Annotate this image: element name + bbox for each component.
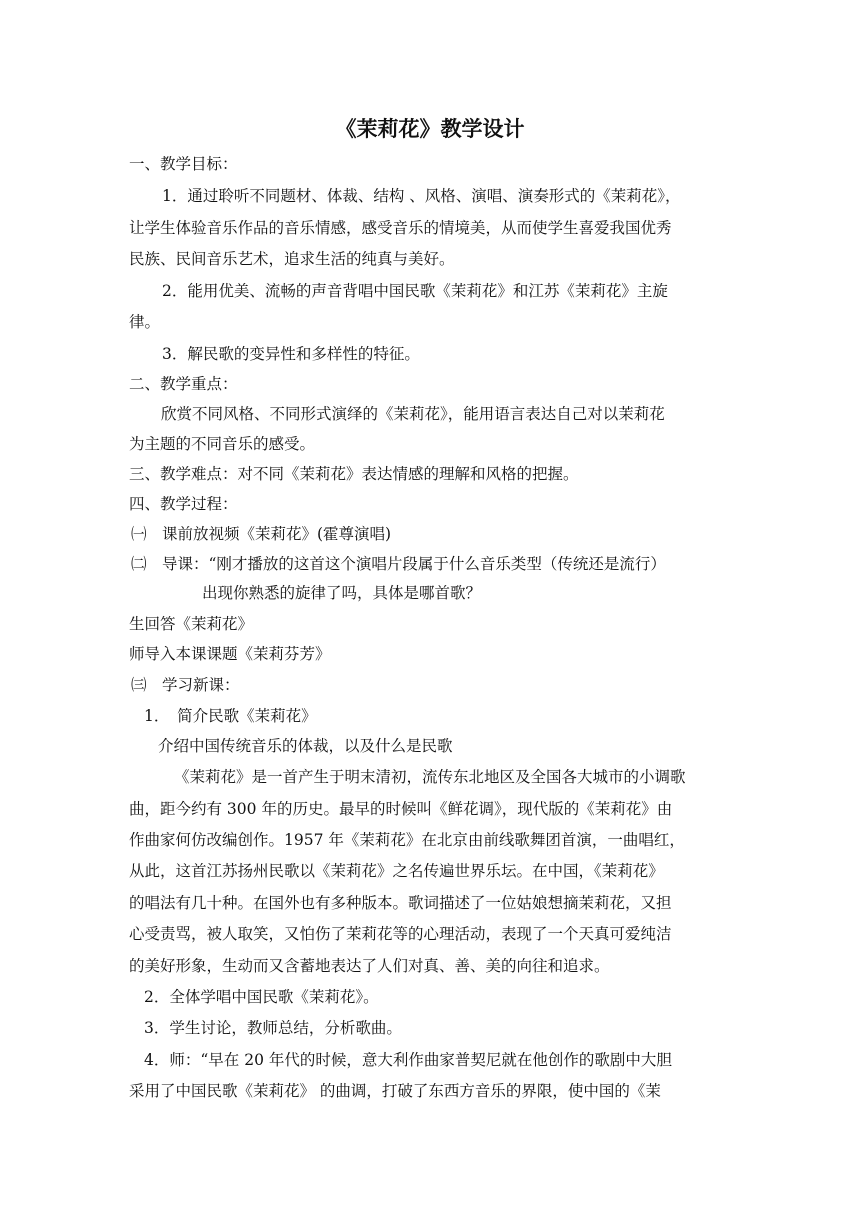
section-heading-process: 四、教学过程：	[129, 495, 238, 513]
section-heading-objectives: 一、教学目标：	[129, 155, 238, 173]
paragraph-line: 出现你熟悉的旋律了吗，具体是哪首歌？	[202, 584, 482, 602]
paragraph-line: 1．通过聆听不同题材、体裁、结构 、风格、演唱、演奏形式的《茉莉花》，	[162, 187, 681, 205]
paragraph-line: 采用了中国民歌《茉莉花》 的曲调，打破了东西方音乐的界限，使中国的《茉	[129, 1082, 661, 1100]
section-heading-difficulties: 三、教学难点：对不同《茉莉花》表达情感的理解和风格的把握。	[129, 465, 579, 483]
list-item: ㈢ 学习新课：	[131, 676, 240, 694]
list-item: ㈡ 导课：“刚才播放的这首这个演唱片段属于什么音乐类型（传统还是流行）	[131, 555, 666, 573]
paragraph-line: 师导入本课课题《茉莉芬芳》	[129, 645, 331, 663]
list-item: ㈠ 课前放视频《茉莉花》(霍尊演唱)	[131, 525, 392, 543]
paragraph-line: 的美好形象，生动而又含蓄地表达了人们对真、善、美的向往和追求。	[129, 957, 610, 975]
paragraph-line: 的唱法有几十种。在国外也有多种版本。歌词描述了一位姑娘想摘茉莉花，又担	[129, 894, 672, 912]
paragraph-line: 民族、民间音乐艺术，追求生活的纯真与美好。	[129, 250, 455, 268]
paragraph-line: 欣赏不同风格、不同形式演绎的《茉莉花》，能用语言表达自己对以茉莉花	[161, 405, 665, 423]
paragraph-line: 为主题的不同音乐的感受。	[129, 435, 316, 453]
list-item: 4．师：“早在 20 年代的时候，意大利作曲家普契尼就在他创作的歌剧中大胆	[144, 1051, 672, 1069]
paragraph-line: 律。	[129, 313, 161, 331]
paragraph-line: 2．能用优美、流畅的声音背唱中国民歌《茉莉花》和江苏《茉莉花》主旋	[162, 282, 668, 300]
list-item: 1． 简介民歌《茉莉花》	[144, 707, 317, 725]
paragraph-line: 从此，这首江苏扬州民歌以《茉莉花》之名传遍世界乐坛。在中国，《茉莉花》	[129, 862, 664, 880]
list-item: 2．全体学唱中国民歌《茉莉花》。	[144, 988, 379, 1006]
paragraph-line: 曲，距今约有 300 年的历史。最早的时候叫《鲜花调》，现代版的《茉莉花》由	[129, 800, 673, 818]
paragraph-line: 作曲家何仿改编创作。1957 年《茉莉花》在北京由前线歌舞团首演，一曲唱红，	[129, 831, 685, 849]
paragraph-line: 介绍中国传统音乐的体裁，以及什么是民歌	[158, 737, 453, 755]
paragraph-line: 生回答《茉莉花》	[129, 615, 254, 633]
paragraph-line: 心受责骂，被人取笑，又怕伤了茉莉花等的心理活动，表现了一个天真可爱纯洁	[129, 925, 672, 943]
paragraph-line: 让学生体验音乐作品的音乐情感，感受音乐的情境美，从而使学生喜爱我国优秀	[129, 219, 672, 237]
paragraph-line: 3．解民歌的变异性和多样性的特征。	[162, 345, 420, 363]
page-title: 《茉莉花》教学设计	[335, 117, 525, 141]
paragraph-line: 《茉莉花》是一首产生于明末清初，流传东北地区及全国各大城市的小调歌	[174, 768, 686, 786]
list-item: 3．学生讨论，教师总结，分析歌曲。	[144, 1019, 402, 1037]
section-heading-key-points: 二、教学重点：	[129, 375, 238, 393]
